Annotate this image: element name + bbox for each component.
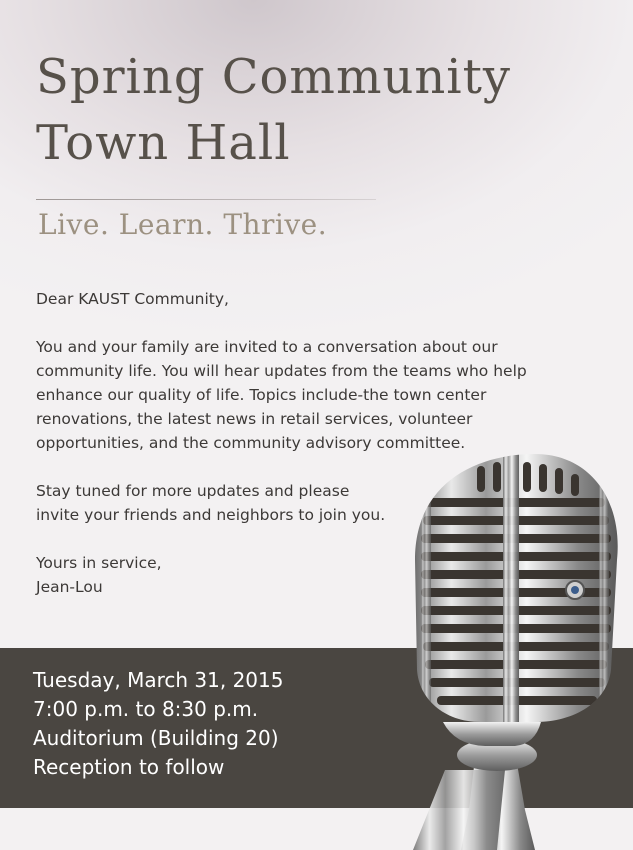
event-location: Auditorium (Building 20) <box>33 726 279 750</box>
title-line-2: Town Hall <box>36 115 291 171</box>
title-line-1: Spring Community <box>36 49 512 105</box>
letter-paragraph-2-line-2: invite your friends and neighbors to join you. <box>36 506 386 524</box>
microphone-icon <box>385 440 633 850</box>
event-details <box>33 666 283 782</box>
event-note: Reception to follow <box>33 755 225 779</box>
letter-greeting: Dear KAUST Community, <box>36 290 229 308</box>
title-divider <box>36 199 376 200</box>
tagline: Live. Learn. Thrive. <box>38 208 328 241</box>
event-date: Tuesday, March 31, 2015 <box>33 668 284 692</box>
letter-signature: Jean-Lou <box>36 578 103 596</box>
event-time: 7:00 p.m. to 8:30 p.m. <box>33 697 259 721</box>
letter-paragraph-1: You and your family are invited to a conversation about our community life. You will hear updates from the teams who help enhance our quality of life. Topics include-the town center renovations, the latest news in retail services, volunteer opportunities, and the community advisory committee. <box>36 338 527 452</box>
letter-paragraph-2-line-1: Stay tuned for more updates and please <box>36 482 350 500</box>
letter-closing: Yours in service, <box>36 554 162 572</box>
page-title <box>36 44 511 176</box>
